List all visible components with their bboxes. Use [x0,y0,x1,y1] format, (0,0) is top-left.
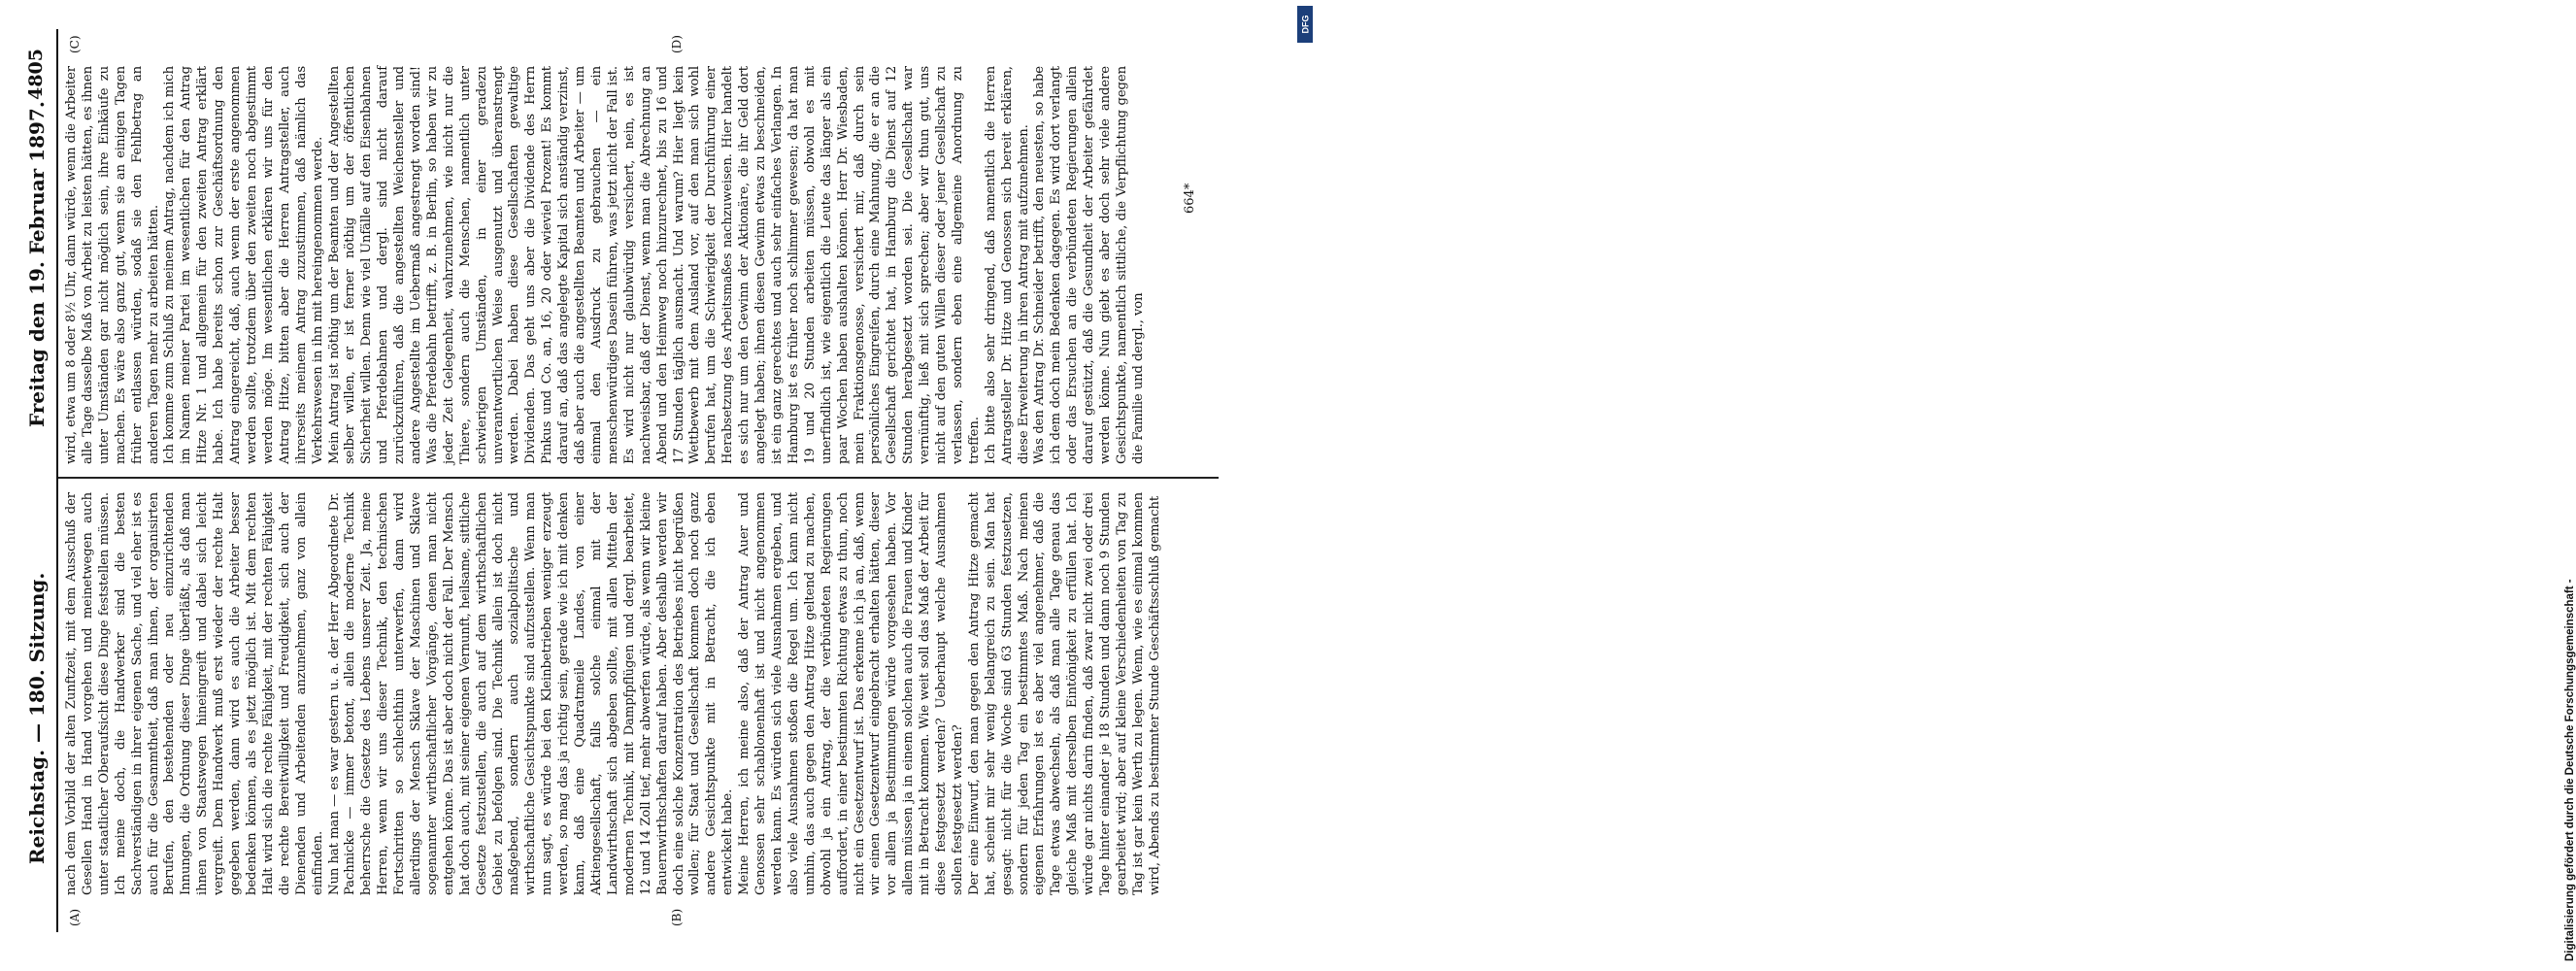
marker-c: (C) [68,35,82,53]
left-column-text: nach dem Vorbild der alten Zunftzeit, mit dem Ausschuß der Gesellen Hand in Hand vorgehen und meinetwegen auch unter staatlicher Oberaufsicht diese Dinge feststellen müssen. Ich meine doch, die Handwerker sind die besten Sachverständigen in ihrer eigenen Sache, und viel eher ist es auch für die Gesammtheit, daß man ihnen, der organisirten Berufen, den bestehenden oder neu einzurichtenden Innungen, die Ordnung dieser Dinge überläßt, als daß man ihnen von Staatswegen hineingreift und dabei sich leicht vergreift. Dem Handwerk muß erst wieder der rechte Halt gegeben werden, dann wird es auch die Arbeiter besser bedenken können, als es jetzt möglich ist. Mit dem rechten Halt wird sich die rechte Fähigkeit, mit der rechten Fähigkeit die rechte Bereitwilligkeit und Freudigkeit, sich auch der Dienenden und Arbeitenden anzunehmen, ganz von allein einfinden. Nun hat man — es war gestern u. a. der Herr Abgeordnete Dr. Pachnicke — immer betont, allein die moderne Technik beherrsche die Gesetze des Lebens unserer Zeit. Ja, meine Herren, wenn wir uns dieser Technik, den technischen Fortschritten so schlechthin unterwerfen, dann wird allerdings der Mensch Sklave der Maschinen und Sklave sogenannter wirthschaftlicher Vorgänge, denen man nicht entgehen könne. Das ist aber doch nicht der Fall. Der Mensch hat doch auch, mit seiner eigenen Vernunft, heilsame, sittliche Gesetze festzustellen, die auch auf dem wirthschaftlichen Gebiet zu befolgen sind. Die Technik allein ist doch nicht maßgebend, sondern auch sozialpolitische und wirthschaftliche Gesichtspunkte sind aufzustellen. Wenn man nun sagt, es würde bei den Kleinbetrieben weniger erzeugt werden, so mag das ja richtig sein, gerade wie ich mit denken kann, daß eine Quadratmeile Landes, von einer Aktiengesellschaft, falls solche einmal mit der Landwirthschaft sich abgeben sollte, mit allen Mitteln der modernen Technik, mit Dampfpflügen und dergl. bearbeitet, 12 und 14 Zoll tief, mehr abwerfen würde, als wenn wir kleine Bauernwirthschaften darauf haben. Aber deshalb werden wir doch eine solche Konzentration des Betriebes nicht begrüßen wollen; für Staat und Gesellschaft kommen doch noch ganz andere Gesichtspunkte mit in Betracht, die ich eben entwickelt habe. Meine Herren, ich meine also, daß der Antrag Auer und Genossen sehr schablonenhaft ist und nicht angenommen werden kann. Es würden sich viele Ausnahmen ergeben, und also viele Ausnahmen stoßen die Regel um. Ich kann nicht umhin, das auch gegen den Antrag Hitze geltend zu machen, obwohl ja ein Antrag, der die verbündeten Regierungen auffordert, in einer bestimmten Richtung etwas zu thun, noch nicht ein Gesetzentwurf ist. Das erkenne ich ja an, daß, wenn wir einen Gesetzentwurf eingebracht erhalten hätten, dieser vor allem ja Bestimmungen würde vorgesehen haben. Vor allem müssen ja in einem solchen auch die Frauen und Kinder mit in Betracht kommen. Wie weit soll das Maß der Arbeit für diese festgesetzt werden? Ueberhaupt welche Ausnahmen sollen festgesetzt werden? Der eine Einwurf, den man gegen den Antrag Hitze gemacht hat, scheint mir sehr wenig belangreich zu sein. Man hat gesagt: nicht für die Woche sind 63 Stunden festzusetzen, sondern für jeden Tag ein bestimmtes Maß. Nach meinen eigenen Erfahrungen ist es aber viel angenehmer, daß die Tage etwas abwechseln, als daß man alle Tage genau das gleiche Maß mit derselben Eintönigkeit zu erfüllen hat. Ich würde gar nichts darin finden, daß zwar nicht zwei oder drei Tage hinter einander je 18 Stunden und dann noch 9 Stunden gearbeitet wird; aber auf kleine Verschiedenheiten von Tag zu Tag ist gar kein Werth zu legen. Wenn, wie es einmal kommen wird, Abends zu bestimmter Stunde Geschäftsschluß gemacht [64,492,1162,895]
marker-b: (B) [670,908,684,926]
dfg-logo-text: DFG [1300,15,1310,34]
digitization-credit [1285,0,2576,971]
header-date: Freitag den 19. Februar 1897. [25,101,49,427]
digitization-credit-text: Digitalisierung gefördert durch die Deutsche Forschungsgemeinschaft - [2564,579,2576,961]
right-column-text: wird, etwa um 8 oder 8½ Uhr, dann würde, wenn die Arbeiter alle Tage dasselbe Maß von Arbeit zu leisten hätten, es ihnen unter Umständen gar nicht möglich sein, ihre Einkäufe zu machen. Es wäre also ganz gut, wenn sie an einigen Tagen früher entlassen würden, sodaß sie den Fehlbetrag an anderen Tagen mehr zu arbeiten hätten. Ich komme zum Schluß zu meinem Antrag, nachdem ich mich im Namen meiner Partei im wesentlichen für den Antrag Hitze Nr. 1 und allgemein für den zweiten Antrag erklärt habe. Ich habe bereits schon zur Geschäftsordnung den Antrag eingereicht, daß, auch wenn der erste angenommen werden sollte, trotzdem über den zweiten noch abgestimmt werden möge. Im wesentlichen erklären wir uns für den Antrag Hitze, bitten aber die Herren Antragsteller, auch ihrerseits meinem Antrag zuzustimmen, daß nämlich das Verkehrswesen in ihn mit hereingenommen werde. Mein Antrag ist nöthig um der Beamten und der Angestellten selber willen, er ist ferner nöthig um der öffentlichen Sicherheit willen. Denn wie viel Unfälle auf den Eisenbahnen und Pferdebahnen und dergl. sind nicht darauf zurückzuführen, daß die angestellten Weichensteller und andere Angestellte im Uebermaß angestrengt worden sind! Was die Pferdebahn betrifft, z. B. in Berlin, so haben wir zu jeder Zeit Gelegenheit, wahrzunehmen, wie nicht nur die Thiere, sondern auch die Menschen, namentlich unter schwierigen Umständen, in einer geradezu unverantwortlichen Weise ausgenutzt und überanstrengt werden. Dabei haben diese Gesellschaften gewaltige Dividenden. Das geht uns aber die Dividende des Herrn Pinkus und Co. an, 16, 20 oder wieviel Prozent! Es kommt darauf an, daß das angelegte Kapital sich anständig verzinst, daß aber auch die angestellten Beamten und Arbeiter — um einmal den Ausdruck zu gebrauchen — ein menschenwürdiges Dasein führen, was jetzt nicht der Fall ist. Es wird nicht nur glaubwürdig versichert, nein, es ist nachweisbar, daß der Dienst, wenn man die Abrechnung an Abend und den Heimweg noch hinzurechnet, bis zu 16 und 17 Stunden täglich ausmacht. Und warum? Hier liegt kein Wettbewerb mit dem Ausland vor, auf den man sich wohl berufen hat, um die Schwierigkeit der Durchführung einer Herabsetzung des Arbeitsmaßes nachzuweisen. Hier handelt es sich nur um den Gewinn der Aktionäre, die ihr Geld dort angelegt haben; ihnen diesen Gewinn etwas zu beschneiden, ist ein ganz gerechtes und auch sehr einfaches Verlangen. In Hamburg ist es früher noch schlimmer gewesen; da hat man 19 und 20 Stunden arbeiten müssen, obwohl es mit unerfindlich ist, wie eigentlich die Leute das länger als ein paar Wochen haben aushalten können. Herr Dr. Wiesbaden, mein Fraktionsgenosse, versichert mir, daß durch sein persönliches Eingreifen, durch eine Mahnung, die er an die Gesellschaft gerichtet hat, in Hamburg die Dienst auf 12 Stunden herabgesetzt worden sei. Die Gesellschaft war vernünftig, ließ mit sich sprechen; aber wir thun gut, uns nicht auf den guten Willen dieser oder jener Gesellschaft zu verlassen, sondern eben eine allgemeine Anordnung zu treffen. Ich bitte also sehr dringend, daß namentlich die Herren Antragsteller Dr. Hitze und Genossen sich bereit erklären, diese Erweiterung in ihren Antrag mit aufzunehmen. Was den Antrag Dr. Schneider betrifft, den neuesten, so habe ich dem doch mein Bedenken dagegen. Es wird dort verlangt oder das Ersuchen an die verbündeten Regierungen allein darauf gestützt, daß die Gesundheit der Arbeiter gefährdet werden könne. Nun giebt es aber doch sehr viele andere Gesichtspunkte, namentlich sittliche, die Verpflichtung gegen die Familie und dergl., von [64,66,1146,464]
column-divider [58,478,1219,480]
marker-d: (D) [670,35,684,53]
marker-a: (A) [68,908,82,926]
page-footer-mark: 664* [1183,183,1197,214]
header-page-number: 4805 [25,49,47,100]
dfg-logo [1297,6,1313,43]
page-header [21,29,58,932]
rotated-newspaper-page [0,0,1253,971]
header-session: Reichstag. — 180. Sitzung. [25,572,49,864]
